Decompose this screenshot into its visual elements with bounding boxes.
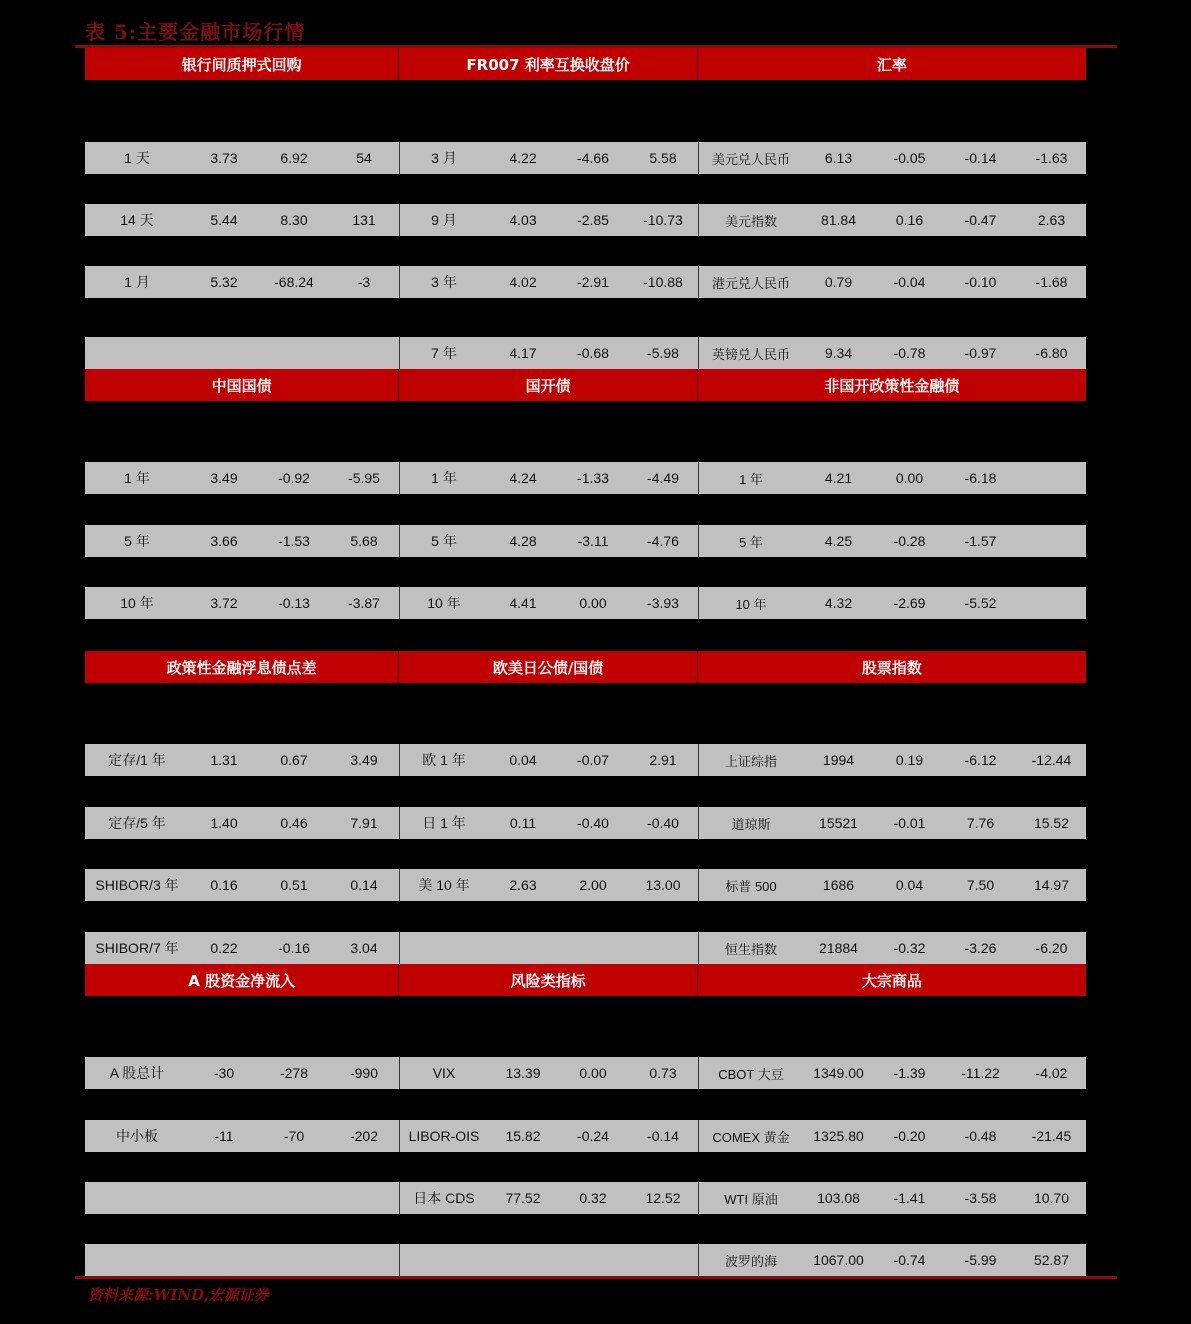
row-value: -0.68 xyxy=(577,345,609,361)
right-panel xyxy=(698,932,1087,964)
middle-panel xyxy=(399,587,698,619)
table-row xyxy=(85,142,1086,174)
middle-panel xyxy=(399,1182,698,1214)
row-value: 1.31 xyxy=(210,752,238,768)
right-panel xyxy=(698,1120,1087,1152)
right-panel xyxy=(698,807,1087,839)
row-value: 54 xyxy=(356,150,372,166)
row-value: 4.17 xyxy=(509,345,537,361)
row-value: -0.97 xyxy=(964,345,997,361)
row-value: -6.12 xyxy=(964,752,997,768)
row-value: 5.58 xyxy=(649,150,677,166)
row-value: -2.91 xyxy=(577,274,609,290)
middle-panel xyxy=(399,1244,698,1276)
section-header-left-panel: 政策性金融浮息债点差 xyxy=(166,658,317,677)
row-value: 4.41 xyxy=(509,595,537,611)
section-header xyxy=(85,48,1086,80)
middle-panel xyxy=(399,266,698,298)
row-value: -0.28 xyxy=(893,533,926,549)
row-value: 15.52 xyxy=(1033,815,1070,831)
row-value: 6.92 xyxy=(280,150,308,166)
row-label: 定存/5 年 xyxy=(108,815,166,831)
row-value: -6.80 xyxy=(1035,345,1068,361)
row-label: 3 月 xyxy=(431,150,457,166)
row-label: 上证综指 xyxy=(724,753,777,769)
row-value: 6.13 xyxy=(824,150,853,166)
row-value: -70 xyxy=(283,1128,305,1144)
row-label: 美 10 年 xyxy=(418,877,470,893)
section-header-left-panel: 中国国债 xyxy=(211,376,272,395)
row-label: 5 年 xyxy=(431,533,457,549)
row-value: 77.52 xyxy=(505,1190,541,1206)
row-value: 0.11 xyxy=(509,815,537,831)
row-label: 1 月 xyxy=(124,274,150,290)
row-value: 7.91 xyxy=(350,815,378,831)
row-label: 7 年 xyxy=(431,345,457,361)
row-label: 3 年 xyxy=(431,274,457,290)
row-value: 0.51 xyxy=(280,877,308,893)
row-value: 5.44 xyxy=(210,212,238,228)
row-value: 0.67 xyxy=(280,752,308,768)
row-label: 10 年 xyxy=(120,595,154,611)
section-header-right-panel: 汇率 xyxy=(697,48,1086,80)
row-value: 0.00 xyxy=(895,470,924,486)
row-value: 14.97 xyxy=(1033,877,1070,893)
table-row xyxy=(85,462,1086,494)
row-value: 81.84 xyxy=(820,212,857,228)
row-label: 5 年 xyxy=(739,534,763,550)
row-value: 7.50 xyxy=(966,877,995,893)
row-value: -0.05 xyxy=(893,150,926,166)
section-header-right-panel: 股票指数 xyxy=(697,651,1086,683)
row-label: 恒生指数 xyxy=(724,941,777,957)
table-row xyxy=(85,1120,1086,1152)
row-label: 1 天 xyxy=(124,150,150,166)
row-value: 52.87 xyxy=(1033,1252,1070,1268)
row-value: -10.88 xyxy=(643,274,683,290)
left-panel xyxy=(85,587,399,619)
row-value: 5.68 xyxy=(350,533,378,549)
section-header xyxy=(85,651,1086,683)
row-value: 0.14 xyxy=(350,877,378,893)
middle-panel xyxy=(399,462,698,494)
section-header-middle-panel: 欧美日公债/国债 xyxy=(398,651,696,683)
row-value: 12.52 xyxy=(645,1190,681,1206)
left-panel xyxy=(85,142,399,174)
section-header-left-panel: A 股资金净流入 xyxy=(188,971,296,990)
row-value: 4.02 xyxy=(509,274,537,290)
left-panel xyxy=(85,1057,399,1089)
row-value: 0.04 xyxy=(509,752,537,768)
section-header-middle-panel: 风险类指标 xyxy=(398,964,696,996)
row-value: 1686 xyxy=(822,877,855,893)
left-panel xyxy=(85,1120,399,1152)
row-label: 中小板 xyxy=(116,1128,158,1144)
section-header-right-panel: 非国开政策性金融债 xyxy=(697,369,1086,401)
row-value: 2.63 xyxy=(509,877,537,893)
row-value: -1.39 xyxy=(893,1065,926,1081)
row-label: 10 年 xyxy=(735,596,767,612)
section-header-middle-panel: FR007 利率互换收盘价 xyxy=(398,48,696,80)
row-value: 1067.00 xyxy=(813,1252,864,1268)
section-header xyxy=(85,369,1086,401)
row-label: 1 年 xyxy=(431,470,457,486)
row-value: -0.16 xyxy=(278,940,310,956)
row-value: 2.00 xyxy=(579,877,607,893)
row-value: -6.18 xyxy=(964,470,997,486)
row-label: LIBOR-OIS xyxy=(408,1128,480,1144)
row-value: 4.25 xyxy=(824,533,853,549)
middle-panel xyxy=(399,932,698,964)
row-value: -5.52 xyxy=(964,595,997,611)
section-header-right-panel: 大宗商品 xyxy=(697,964,1086,996)
middle-panel xyxy=(399,525,698,557)
row-value: -30 xyxy=(213,1065,235,1081)
source-note: 资料来源:WIND,宏源证券 xyxy=(88,1286,269,1304)
row-value: -4.02 xyxy=(1035,1065,1068,1081)
row-label: 美元指数 xyxy=(724,213,777,229)
row-label: 5 年 xyxy=(124,533,150,549)
right-panel xyxy=(698,1182,1087,1214)
row-value: -3.58 xyxy=(964,1190,997,1206)
row-value: 4.24 xyxy=(509,470,537,486)
row-value: 15521 xyxy=(819,815,858,831)
row-value: 13.39 xyxy=(505,1065,541,1081)
row-value: -4.76 xyxy=(647,533,679,549)
row-value: 0.16 xyxy=(895,212,924,228)
row-value: 2.91 xyxy=(649,752,677,768)
row-value: 0.16 xyxy=(210,877,238,893)
right-panel xyxy=(698,1057,1087,1089)
row-value: -0.74 xyxy=(893,1252,926,1268)
table-row xyxy=(85,204,1086,236)
row-value: 10.70 xyxy=(1033,1190,1070,1206)
row-value: -0.47 xyxy=(964,212,997,228)
table-row xyxy=(85,1244,1086,1276)
left-panel xyxy=(85,462,399,494)
middle-panel xyxy=(399,744,698,776)
row-value: -3 xyxy=(357,274,371,290)
table-row xyxy=(85,744,1086,776)
row-value: 3.73 xyxy=(210,150,238,166)
row-value: -5.99 xyxy=(964,1252,997,1268)
table-row xyxy=(85,932,1086,964)
row-value: -0.92 xyxy=(278,470,310,486)
row-value: -1.33 xyxy=(577,470,609,486)
right-panel xyxy=(698,266,1087,298)
row-value: -990 xyxy=(349,1065,379,1081)
row-value: -0.24 xyxy=(577,1128,609,1144)
row-value: 3.04 xyxy=(350,940,378,956)
left-panel xyxy=(85,525,399,557)
row-value: -0.40 xyxy=(577,815,609,831)
row-label: 波罗的海 xyxy=(724,1253,777,1269)
row-label: 9 月 xyxy=(431,212,457,228)
row-value: 0.22 xyxy=(210,940,238,956)
row-label: 日本 CDS xyxy=(413,1190,475,1206)
row-value: -0.04 xyxy=(893,274,926,290)
row-value: -1.53 xyxy=(278,533,310,549)
row-label: A 股总计 xyxy=(109,1065,165,1081)
middle-panel xyxy=(399,1120,698,1152)
table-row xyxy=(85,869,1086,901)
row-value: 0.00 xyxy=(579,595,607,611)
row-value: -5.98 xyxy=(647,345,679,361)
right-panel xyxy=(698,587,1087,619)
row-label: WTI 原油 xyxy=(724,1191,778,1207)
row-value: 21884 xyxy=(819,940,858,956)
right-panel xyxy=(698,462,1087,494)
row-label: VIX xyxy=(432,1065,456,1081)
right-panel xyxy=(698,744,1087,776)
left-panel xyxy=(85,337,399,369)
row-value: 0.32 xyxy=(579,1190,607,1206)
row-value: -0.13 xyxy=(278,595,310,611)
row-label: 定存/1 年 xyxy=(108,752,166,768)
row-value: 0.00 xyxy=(579,1065,607,1081)
row-value: -0.78 xyxy=(893,345,926,361)
left-panel xyxy=(85,266,399,298)
row-value: -0.20 xyxy=(893,1128,926,1144)
row-label: 港元兑人民币 xyxy=(711,275,790,291)
row-value: -68.24 xyxy=(274,274,314,290)
row-value: 0.04 xyxy=(895,877,924,893)
row-value: -5.95 xyxy=(348,470,380,486)
row-value: 9.34 xyxy=(824,345,853,361)
row-value: -11.22 xyxy=(961,1065,1000,1081)
row-value: 1.40 xyxy=(210,815,238,831)
row-value: -11 xyxy=(214,1128,234,1144)
table-row xyxy=(85,807,1086,839)
row-value: 15.82 xyxy=(505,1128,541,1144)
row-value: -10.73 xyxy=(643,212,683,228)
right-panel xyxy=(698,204,1087,236)
row-value: 5.32 xyxy=(210,274,238,290)
row-value: -3.93 xyxy=(647,595,679,611)
row-value: 0.19 xyxy=(895,752,924,768)
row-value: -1.68 xyxy=(1035,274,1068,290)
right-panel xyxy=(698,337,1087,369)
right-panel xyxy=(698,869,1087,901)
row-label: 1 年 xyxy=(739,471,763,487)
row-value: -0.07 xyxy=(577,752,609,768)
row-value: -202 xyxy=(349,1128,379,1144)
row-value: 1349.00 xyxy=(813,1065,864,1081)
table-row xyxy=(85,337,1086,369)
row-label: SHIBOR/3 年 xyxy=(95,877,179,893)
row-value: -3.87 xyxy=(348,595,380,611)
middle-panel xyxy=(399,869,698,901)
row-value: -1.57 xyxy=(964,533,997,549)
middle-panel xyxy=(399,204,698,236)
row-value: 131 xyxy=(352,212,376,228)
row-value: -278 xyxy=(279,1065,309,1081)
row-value: 0.46 xyxy=(280,815,308,831)
row-label: CBOT 大豆 xyxy=(718,1066,784,1082)
row-value: -0.01 xyxy=(893,815,926,831)
row-label: 欧 1 年 xyxy=(422,752,466,768)
middle-panel xyxy=(399,142,698,174)
row-value: -0.32 xyxy=(893,940,926,956)
row-value: 4.22 xyxy=(509,150,537,166)
middle-panel xyxy=(399,1057,698,1089)
row-value: 7.76 xyxy=(966,815,995,831)
row-value: 3.49 xyxy=(350,752,378,768)
row-label: 日 1 年 xyxy=(422,815,466,831)
row-value: -12.44 xyxy=(1031,752,1072,768)
row-value: -4.49 xyxy=(647,470,679,486)
row-value: 2.63 xyxy=(1037,212,1066,228)
row-value: -3.11 xyxy=(577,533,609,549)
row-value: 103.08 xyxy=(817,1190,860,1206)
left-panel xyxy=(85,1182,399,1214)
row-value: -21.45 xyxy=(1031,1128,1072,1144)
row-value: -0.10 xyxy=(964,274,997,290)
left-panel xyxy=(85,932,399,964)
row-label: 道琼斯 xyxy=(731,816,771,832)
row-label: 1 年 xyxy=(124,470,150,486)
left-panel xyxy=(85,807,399,839)
left-panel xyxy=(85,744,399,776)
table-row xyxy=(85,1057,1086,1089)
left-panel xyxy=(85,204,399,236)
table-row xyxy=(85,525,1086,557)
right-panel xyxy=(698,525,1087,557)
row-value: -1.41 xyxy=(893,1190,926,1206)
row-label: 美元兑人民币 xyxy=(711,151,790,167)
left-panel xyxy=(85,869,399,901)
row-value: -3.26 xyxy=(964,940,997,956)
row-value: 4.03 xyxy=(509,212,537,228)
row-value: 4.32 xyxy=(824,595,853,611)
table-row xyxy=(85,587,1086,619)
row-value: -0.14 xyxy=(964,150,997,166)
row-value: -0.48 xyxy=(964,1128,997,1144)
right-panel xyxy=(698,1244,1087,1276)
right-panel xyxy=(698,142,1087,174)
row-value: 0.79 xyxy=(824,274,853,290)
row-value: 13.00 xyxy=(645,877,681,893)
table-row xyxy=(85,266,1086,298)
row-value: 4.21 xyxy=(824,470,853,486)
table-row xyxy=(85,1182,1086,1214)
left-panel xyxy=(85,1244,399,1276)
middle-panel xyxy=(399,337,698,369)
row-value: 0.73 xyxy=(649,1065,677,1081)
bottom-rule xyxy=(75,1276,1117,1279)
middle-panel xyxy=(399,807,698,839)
section-header-left-panel: 银行间质押式回购 xyxy=(181,55,302,74)
row-value: -1.63 xyxy=(1035,150,1068,166)
row-value: -0.40 xyxy=(647,815,679,831)
row-value: -2.85 xyxy=(577,212,609,228)
row-value: 3.72 xyxy=(210,595,238,611)
section-header-middle-panel: 国开债 xyxy=(398,369,696,401)
row-value: 1325.80 xyxy=(813,1128,864,1144)
row-label: COMEX 黄金 xyxy=(712,1129,790,1145)
row-label: 标普 500 xyxy=(725,878,777,894)
row-value: 1994 xyxy=(822,752,855,768)
row-value: -2.69 xyxy=(893,595,926,611)
row-value: 4.28 xyxy=(509,533,537,549)
table-title: 表 5:主要金融市场行情 xyxy=(85,20,306,44)
row-label: 英镑兑人民币 xyxy=(711,346,790,362)
row-value: 3.66 xyxy=(210,533,238,549)
row-value: -4.66 xyxy=(577,150,609,166)
row-label: 14 天 xyxy=(120,212,154,228)
row-value: -0.14 xyxy=(647,1128,679,1144)
row-label: 10 年 xyxy=(427,595,461,611)
row-value: 8.30 xyxy=(280,212,308,228)
row-label: SHIBOR/7 年 xyxy=(95,940,179,956)
row-value: 3.49 xyxy=(210,470,238,486)
section-header xyxy=(85,964,1086,996)
row-value: -6.20 xyxy=(1035,940,1068,956)
